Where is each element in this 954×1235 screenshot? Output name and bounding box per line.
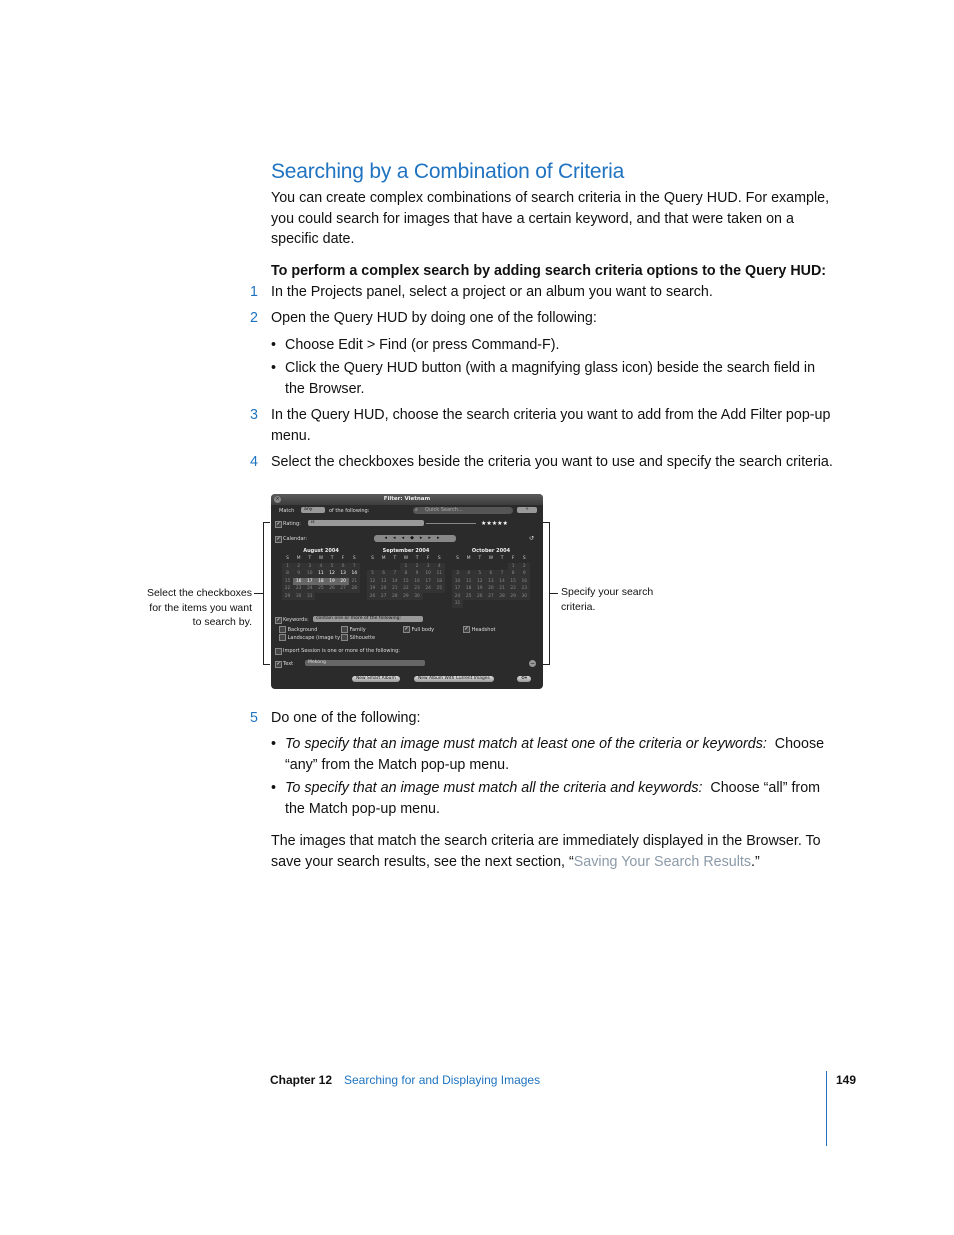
saving-results-link[interactable]: Saving Your Search Results [573,853,751,870]
calendar-nav-buttons[interactable]: ◂◂◂◆▸▸▸ [374,535,456,542]
closing-paragraph [271,831,831,872]
calendar-day[interactable]: 29 [282,593,293,601]
calendar-day[interactable]: 12 [474,578,485,586]
calendar-day[interactable]: 8 [282,570,293,578]
calendar-weekday: M [466,556,471,561]
calendar-day[interactable]: 10 [452,578,463,586]
calendar-day[interactable]: 14 [349,570,360,578]
calendar-day[interactable]: 22 [282,585,293,593]
keywords-row [271,616,543,625]
calendar-day[interactable]: 30 [293,593,304,601]
calendar-empty-cell [497,563,508,571]
task-heading: To perform a complex search by adding search criteria options to the Query HUD: [271,263,827,279]
calendar-day[interactable]: 25 [463,593,474,601]
calendar-day[interactable]: 16 [293,578,304,586]
calendar-weekday: S [352,556,356,561]
annotation-right: Specify your search criteria. [561,586,654,613]
calendar-empty-cell [452,563,463,571]
calendar-day[interactable]: 26 [327,585,338,593]
text-row [271,660,543,669]
calendar-day[interactable]: 15 [400,578,411,586]
quick-search-placeholder: Quick Search... [425,507,463,513]
calendar-day[interactable]: 15 [508,578,519,586]
calendar-day[interactable]: 19 [367,585,378,593]
keywords-label: Keywords: [283,617,309,623]
calendar-day[interactable]: 2 [293,563,304,571]
calendar-empty-cell [485,563,496,571]
query-hud [271,494,543,689]
keyword-item[interactable]: ✓ Headshot [464,626,496,633]
calendar-month-name: September 2004 [382,548,430,554]
calendar-day[interactable]: 10 [304,570,315,578]
calendar-day[interactable]: 21 [349,578,360,586]
calendar-month [367,548,445,600]
rating-operator-popup[interactable]: is [308,520,424,526]
calendar-day[interactable]: 1 [508,563,519,571]
calendar-day[interactable]: 5 [474,570,485,578]
calendar-day[interactable]: 6 [378,570,389,578]
step-text: Open the Query HUD by doing one of the following: [271,310,597,326]
new-album-current-images-button[interactable]: New Album With Current Images [414,676,494,682]
annotation-leader-left [254,593,263,594]
hud-title: Filter: Vietnam [271,494,543,505]
calendar-day[interactable]: 26 [367,593,378,601]
calendar-day[interactable]: 11 [463,578,474,586]
calendar-day[interactable]: 21 [497,585,508,593]
calendar-day[interactable]: 29 [508,593,519,601]
match-popup[interactable]: any [301,507,325,513]
calendar-weekday-header [282,555,360,563]
calendar-day[interactable]: 17 [423,578,434,586]
calendar-month [452,548,530,608]
calendar-month-name: October 2004 [471,548,511,554]
step-number: 3 [250,407,258,423]
step-text: Do one of the following: [271,710,421,726]
calendar-weekday: F [426,556,430,561]
closing-end: .” [751,853,760,870]
calendar-weekday: M [296,556,301,561]
calendar-day[interactable]: 17 [452,585,463,593]
footer-chapter-title: Searching for and Displaying Images [344,1073,541,1087]
rating-label: Rating: [283,521,301,527]
calendar-day[interactable]: 6 [485,570,496,578]
match-row [271,507,543,516]
step-text: In the Query HUD, choose the search criteria you want to add from the Add Filter pop-up menu. [271,407,831,444]
calendar-day[interactable]: 13 [338,570,349,578]
calendar-label: Calendar: [283,536,308,542]
calendar-day[interactable]: 23 [293,585,304,593]
calendar-weekday: S [286,556,289,561]
text-checkbox[interactable]: ✓ [276,661,281,667]
rating-slider[interactable] [426,523,476,524]
calendar-day[interactable]: 8 [508,570,519,578]
gear-icon[interactable]: ⚙▾ [517,676,531,682]
calendar-day[interactable]: 23 [519,585,530,593]
footer-chapter: Chapter 12 [270,1073,333,1087]
calendar-day[interactable]: 28 [389,593,400,601]
calendar-day[interactable]: 21 [389,585,400,593]
calendar-weekday: W [488,556,494,561]
step-number: 5 [250,710,258,726]
calendar-day[interactable]: 7 [497,570,508,578]
calendar-day[interactable]: 11 [434,570,445,578]
keyword-item[interactable]: Background [279,626,317,633]
bullet-text: Choose Edit > Find (or press Command-F). [285,337,560,353]
calendar-empty-cell [389,563,400,571]
step-number: 1 [250,284,258,300]
calendar-day[interactable]: 24 [304,585,315,593]
step-number: 4 [250,454,258,470]
calendar-grid [452,563,530,608]
calendar-checkbox[interactable]: ✓ [276,536,281,542]
calendar-day[interactable]: 3 [304,563,315,571]
calendar-weekday: T [308,556,312,561]
calendar-day[interactable]: 27 [378,593,389,601]
hud-button-row [271,676,543,685]
calendar-day[interactable]: 9 [412,570,423,578]
calendar-day[interactable]: 1 [282,563,293,571]
calendar-day[interactable]: 4 [434,563,445,571]
calendar-weekday-header [367,555,445,563]
keyword-item[interactable]: ✓ Full body [404,626,435,633]
import-session-checkbox[interactable] [275,648,282,655]
calendar-weekday: S [522,556,526,561]
keyword-item[interactable]: Silhouette [341,634,375,641]
bullet-italic: To specify that an image must match all the criteria and keywords: [285,780,703,796]
match-label: Match [279,508,295,514]
calendar-weekday: T [393,556,397,561]
bullet-text [285,778,830,819]
calendar-day[interactable]: 22 [508,585,519,593]
calendar-weekday: T [500,556,504,561]
calendar-day[interactable]: 13 [485,578,496,586]
calendar-day[interactable]: 12 [367,578,378,586]
keywords-operator-popup[interactable]: contain one or more of the following: [313,616,423,622]
bullet-body: Choose “any” from the Match pop-up menu. [285,736,825,773]
calendar-month-name: August 2004 [303,548,339,554]
calendar-weekday: S [456,556,459,561]
calendar-day[interactable]: 31 [452,600,463,608]
calendar-weekday: S [371,556,374,561]
intro-paragraph: You can create complex combinations of search criteria in the Query HUD. For example, you could search for images that have a certain keyword, and that were taken on a specific date. [271,190,830,247]
bullet-body: Choose “all” from the Match pop-up menu. [285,780,821,817]
keyword-item[interactable]: Family [341,626,366,633]
calendar-day[interactable]: 16 [519,578,530,586]
calendar-day[interactable]: 30 [412,593,423,601]
closing-text: The images that match the search criteria are immediately displayed in the Browser. To save your search results, see the next section, “ [271,833,821,870]
keyword-list [271,626,543,644]
quick-search-field[interactable] [413,507,513,514]
calendar-weekday: F [341,556,345,561]
calendar-weekday: T [478,556,482,561]
calendar-day[interactable]: 18 [315,578,326,586]
calendar-day[interactable]: 9 [293,570,304,578]
calendar-empty-cell [474,563,485,571]
calendar-empty-cell [463,563,474,571]
calendar-day[interactable]: 22 [400,585,411,593]
bullet: • [271,780,277,796]
step-text: In the Projects panel, select a project or an album you want to search. [271,284,713,300]
calendar-day[interactable]: 7 [389,570,400,578]
calendar-day[interactable]: 11 [315,570,326,578]
footer-divider [826,1071,827,1146]
remove-icon[interactable]: − [529,660,536,667]
calendar-grid [282,563,360,601]
calendar-day[interactable]: 19 [474,585,485,593]
calendar-day[interactable]: 8 [400,570,411,578]
calendar-day[interactable]: 29 [400,593,411,601]
calendar-day[interactable]: 14 [497,578,508,586]
calendar-day[interactable]: 25 [434,585,445,593]
calendar-day[interactable]: 23 [412,585,423,593]
calendar-day[interactable]: 6 [338,563,349,571]
bullet: • [271,337,277,353]
calendar-day[interactable]: 16 [412,578,423,586]
calendar-day[interactable]: 5 [327,563,338,571]
add-filter-button[interactable]: + [517,507,537,513]
import-session-label: Import Session is one or more of the following: [283,648,400,654]
page-title: Searching by a Combination of Criteria [271,160,625,183]
calendar-day[interactable]: 18 [463,585,474,593]
calendar-day[interactable]: 27 [485,593,496,601]
match-suffix: of the following: [329,508,370,514]
keywords-checkbox[interactable]: ✓ [276,617,281,623]
calendar-day[interactable]: 26 [474,593,485,601]
bullet-text [285,734,830,775]
calendar-day[interactable]: 20 [378,585,389,593]
rating-stars: ★★★★★ [481,520,508,527]
calendar-day[interactable]: 1 [400,563,411,571]
calendar-day[interactable]: 31 [304,593,315,601]
calendar-day[interactable]: 13 [378,578,389,586]
text-field[interactable]: Mekong [305,660,425,666]
calendar-day[interactable]: 28 [349,585,360,593]
calendar-weekday: F [511,556,515,561]
text-label: Text [283,661,294,667]
calendar-day[interactable]: 2 [519,563,530,571]
keyword-item[interactable]: Landscape (image ty [279,634,340,641]
calendar-day[interactable]: 12 [327,570,338,578]
calendar-day[interactable]: 14 [389,578,400,586]
calendar-day[interactable]: 28 [497,593,508,601]
annotation-bracket-left [263,522,270,665]
calendar-day[interactable]: 2 [412,563,423,571]
calendar-day[interactable]: 4 [315,563,326,571]
calendar-month [282,548,360,600]
annotation-leader-right [549,593,558,594]
calendar-empty-cell [378,563,389,571]
calendar-weekday: T [330,556,334,561]
calendar-day[interactable]: 20 [485,585,496,593]
calendar-day[interactable]: 3 [423,563,434,571]
calendar-weekday-header [452,555,530,563]
calendar-row [271,535,543,544]
calendar-weekday: M [381,556,386,561]
page-number: 149 [836,1073,857,1087]
calendar-day[interactable]: 30 [519,593,530,601]
calendar-day[interactable]: 25 [315,585,326,593]
annotation-left: Select the checkboxes for the items you want to search by. [146,587,252,628]
step-number: 2 [250,310,258,326]
reset-icon[interactable]: ↺ [529,535,535,542]
bullet-italic: To specify that an image must match at least one of the criteria or keywords: [285,736,767,752]
calendar-day[interactable]: 17 [304,578,315,586]
calendar-weekday: S [437,556,441,561]
calendar-day[interactable]: 15 [282,578,293,586]
calendar-day[interactable]: 24 [452,593,463,601]
rating-row [271,520,543,529]
new-smart-album-button[interactable]: New Smart Album [352,676,400,682]
step-text: Select the checkboxes beside the criteria you want to use and specify the search criteria. [271,454,833,470]
close-icon[interactable]: × [275,496,280,502]
calendar-empty-cell [367,563,378,571]
calendar-day[interactable]: 5 [367,570,378,578]
bullet-text: Click the Query HUD button (with a magnifying glass icon) beside the search field in the Browser. [285,360,816,397]
calendar-day[interactable]: 27 [338,585,349,593]
calendar-day[interactable]: 24 [423,585,434,593]
calendar-weekday: T [415,556,419,561]
calendar-day[interactable]: 4 [463,570,474,578]
calendar-grid [367,563,445,601]
import-session-row [271,647,543,656]
calendar-day[interactable]: 3 [452,570,463,578]
calendar-day[interactable]: 10 [423,570,434,578]
rating-checkbox[interactable]: ✓ [276,521,281,527]
calendar-day[interactable]: 19 [327,578,338,586]
calendar-day[interactable]: 20 [338,578,349,586]
calendar-day[interactable]: 7 [349,563,360,571]
calendar-day[interactable]: 18 [434,578,445,586]
search-icon: ⌕ [415,507,418,513]
bullet: • [271,360,277,376]
bullet: • [271,736,277,752]
calendar-day[interactable]: 9 [519,570,530,578]
calendar-weekday: W [318,556,324,561]
calendar-weekday: W [403,556,409,561]
